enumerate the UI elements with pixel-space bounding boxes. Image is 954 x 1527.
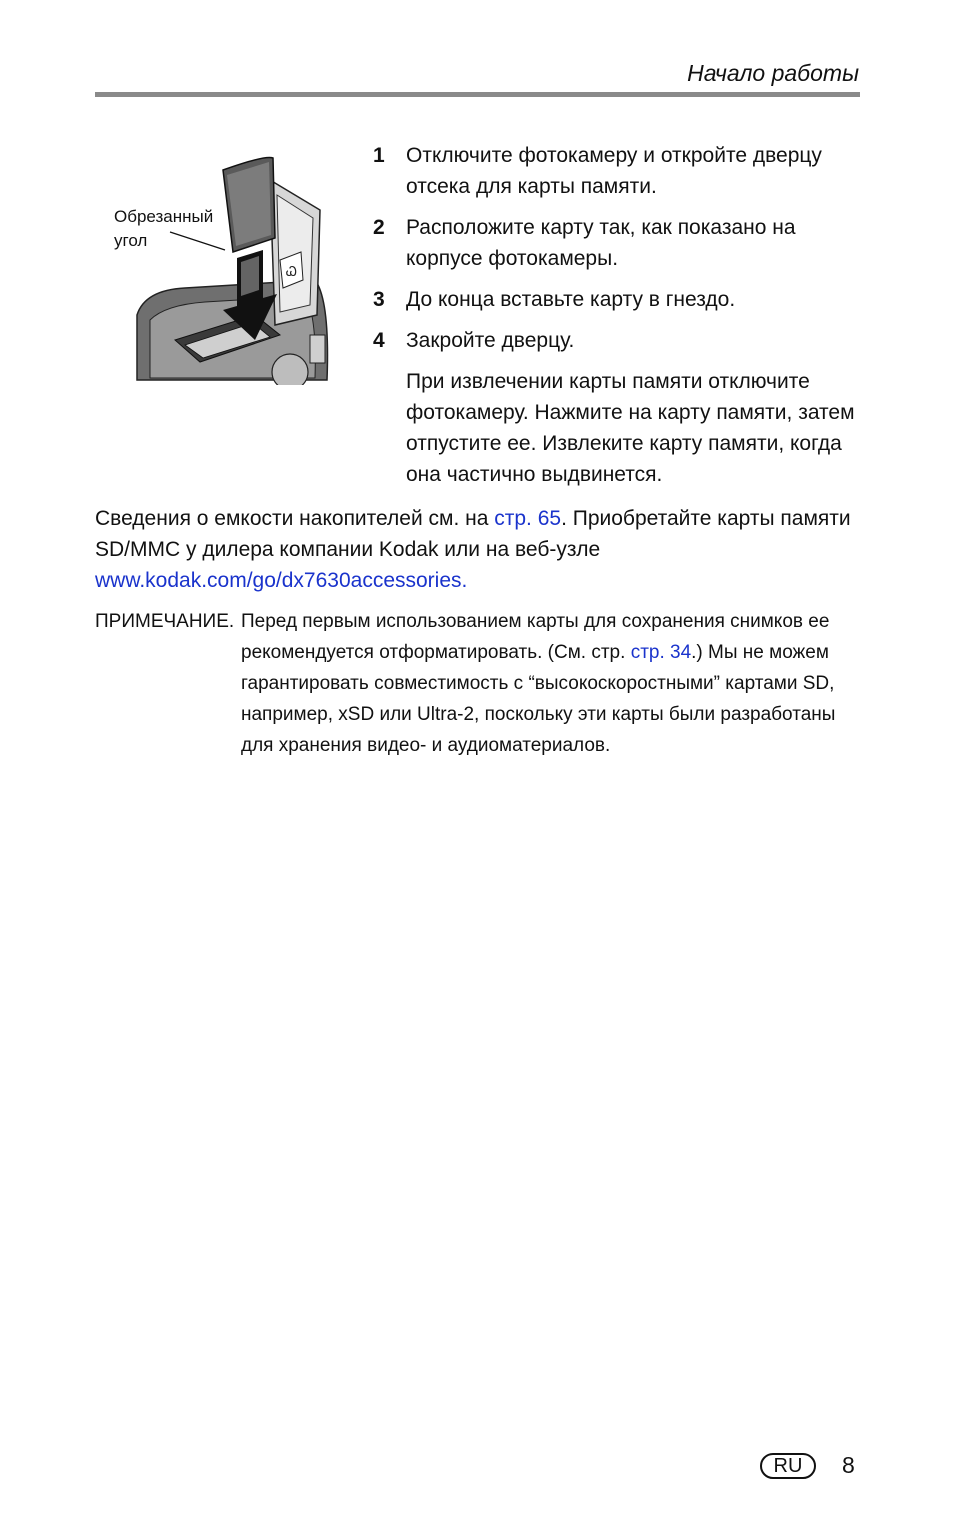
step-text: Расположите карту так, как показано на корпусе фотокамеры. bbox=[406, 216, 796, 270]
removal-instructions: При извлечении карты памяти отключите фотокамеру. Нажмите на карту памяти, затем отпустите ее. Извлеките карту памяти, когда она частично выдвинется. bbox=[406, 370, 855, 486]
capacity-paragraph bbox=[95, 503, 865, 596]
para-text: . Приобретайте карты памяти SD/MMC у дилера компании Kodak или на веб-узле bbox=[95, 507, 851, 561]
step-text: До конца вставьте карту в гнездо. bbox=[406, 288, 736, 311]
step-number: 1 bbox=[373, 144, 385, 167]
kodak-accessories-link[interactable]: www.kodak.com/go/dx7630accessories. bbox=[95, 569, 468, 592]
page-header-title: Начало работы bbox=[687, 60, 859, 86]
para-text: Сведения о емкости накопителей см. на bbox=[95, 507, 495, 530]
svg-text:Ꮗ: Ꮗ bbox=[286, 265, 297, 280]
step-number: 3 bbox=[373, 288, 385, 311]
steps-list bbox=[373, 140, 863, 490]
step-text: Отключите фотокамеру и откройте дверцу отсека для карты памяти. bbox=[406, 144, 822, 198]
step-number: 2 bbox=[373, 216, 385, 239]
note-body bbox=[241, 606, 865, 761]
step-item bbox=[373, 284, 863, 315]
step-item bbox=[373, 212, 863, 274]
step-item bbox=[373, 325, 863, 356]
step-number: 4 bbox=[373, 329, 385, 352]
step-item bbox=[373, 140, 863, 202]
note-label: ПРИМЕЧАНИЕ. bbox=[95, 611, 235, 632]
header-rule bbox=[95, 92, 860, 97]
page-number: 8 bbox=[842, 1452, 855, 1478]
note-block bbox=[95, 606, 865, 761]
note-text: .) Мы не можем гарантировать совместимость с “высокоскоростными” картами SD, например, xSD или Ultra-2, поскольку эти карты были разработаны для хранения видео- и аудиоматериалов. bbox=[241, 642, 836, 756]
note-text: Перед первым использованием карты для сохранения снимков ее рекомендуется отформатировать. (См. стр. bbox=[241, 611, 830, 663]
page-65-link[interactable]: стр. 65 bbox=[494, 507, 562, 530]
figure-callout-label: Обрезанный угол bbox=[114, 207, 214, 250]
language-badge: RU bbox=[760, 1453, 816, 1479]
step-text: Закройте дверцу. bbox=[406, 329, 575, 352]
page-34-link[interactable]: стр. 34 bbox=[630, 642, 692, 663]
memory-card-insertion-illustration bbox=[105, 140, 335, 385]
